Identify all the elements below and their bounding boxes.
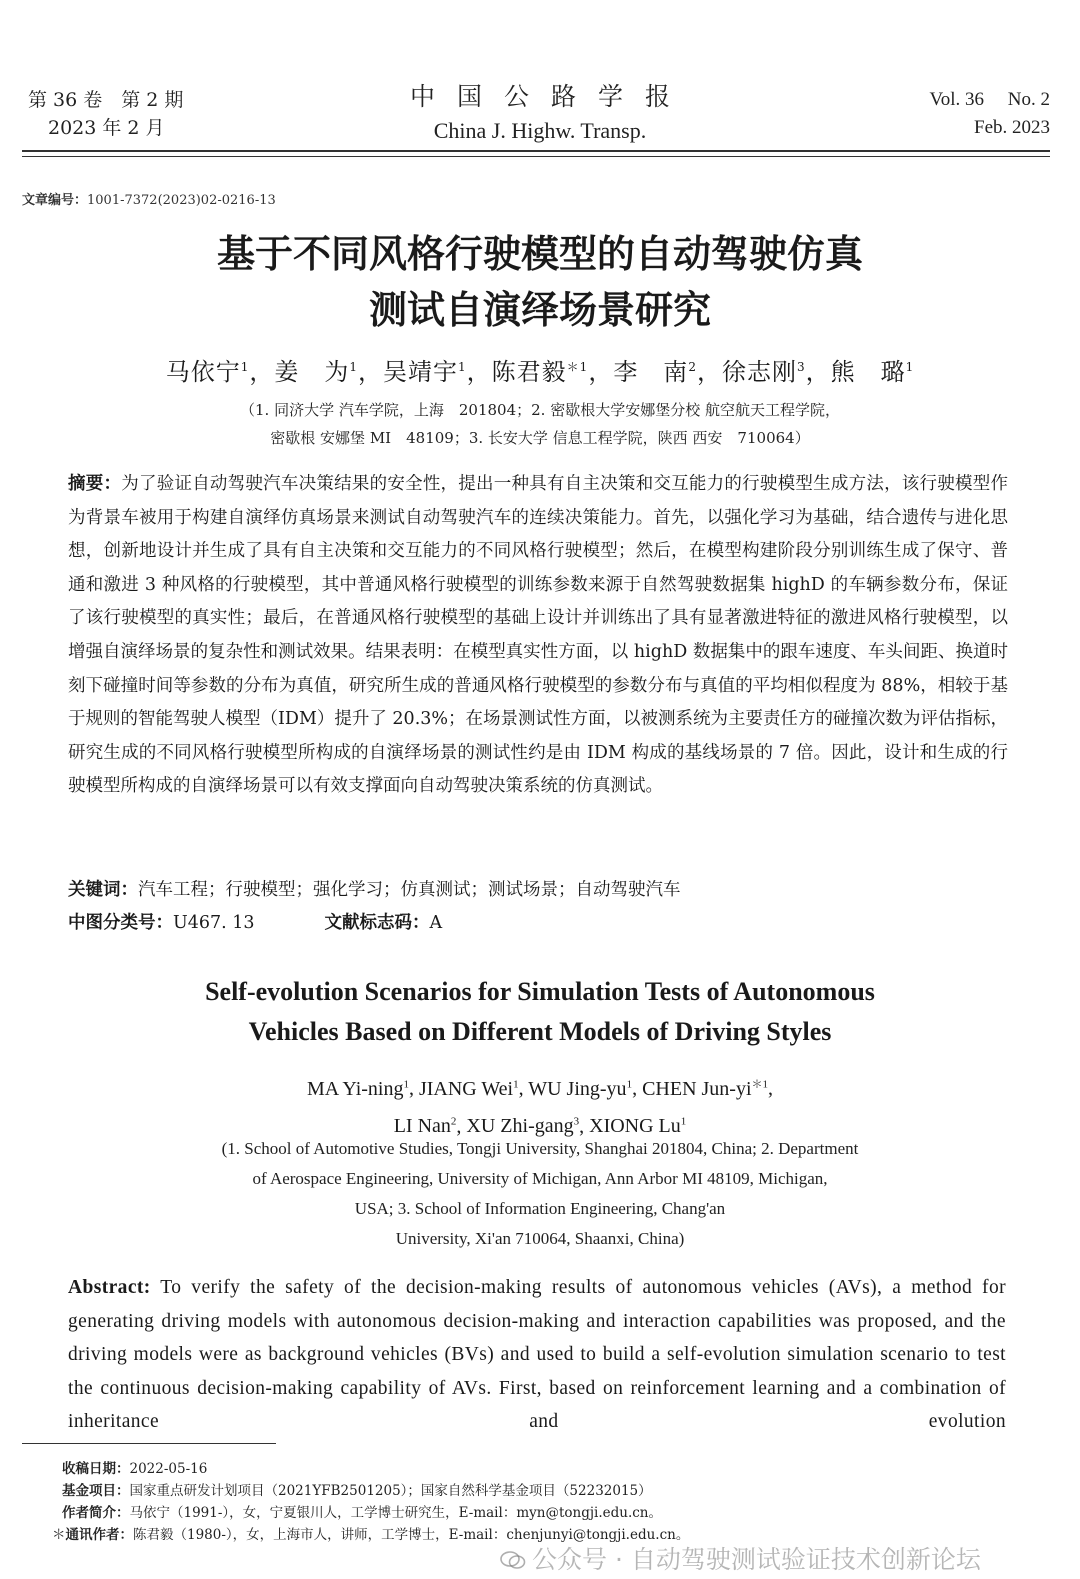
watermark-text: 公众号 · 自动驾驶测试验证技术创新论坛 — [532, 1545, 981, 1574]
doc-code-value: A — [429, 913, 443, 933]
abstract-cn-text: 为了验证自动驾驶汽车决策结果的安全性，提出一种具有自主决策和交互能力的行驶模型生成方法，该行驶模型作为背景车被用于构建自演绎仿真场景来测试自动驾驶汽车的连续决策能力。首先，以强化学习为基础，结合遗传与进化思想，创新地设计并生成了具有自主决策和交互能力的不同风格行驶模型；然后，在模型构建阶段分别训练生成了保守、普通和激进 3 种风格的行驶模型，其中普通风格行驶模型的训练参数来源于自然驾驶数据集 highD 的车辆参数分布，保证了该行驶模型的真实性；最后，在普通风格行驶模型的基础上设计并训练出了具有显著激进特征的激进风格行驶模型，以增强自演绎场景的复杂性和测试效果。结果表明：在模型真实性方面，以 highD 数据集中的跟车速度、车头间距、换道时刻下碰撞时间等参数的分布为真值，研究所生成的普通风格行驶模型的参数分布与真值的平均相似程度为 88%，相较于基于规则的智能驾驶人模型（IDM）提升了 20.3%；在场景测试性方面，以被测系统为主要责任方的碰撞次数为评估指标，研究生成的不同风格行驶模型所构成的自演绎场景的测试性约是由 IDM 构成的基线场景的 7 倍。因此，设计和生成的行驶模型所构成的自演绎场景可以有效支撑面向自动驾驶决策系统的仿真测试。 — [68, 474, 1009, 797]
author-cn: 吴靖宇$^1$ — [383, 358, 467, 386]
doc-code-label: 文献标志码： — [324, 913, 430, 933]
date-en: Feb. 2023 — [974, 117, 1050, 138]
author-cn: 姜 为$^1$ — [274, 358, 359, 386]
article-number — [22, 189, 276, 208]
title-en-line-2: Vehicles Based on Different Models of Driving Styles — [248, 1017, 832, 1046]
author-en: XU Zhi-gang$^3$ — [466, 1115, 580, 1138]
author-cn: 陈君毅$^{*1}$ — [491, 358, 589, 386]
authors-en-line-2: LI Nan$^2$, XU Zhi-gang$^3$, XIONG Lu$^1$ — [393, 1115, 687, 1138]
clc-value: U467. 13 — [173, 913, 255, 933]
footnote-funding: 基金项目：国家重点研发计划项目（2021YFB2501205）；国家自然科学基金项目（52232015） — [62, 1483, 652, 1499]
author-cn: 李 南$^2$ — [613, 358, 697, 386]
date-cn: 2023 年 2 月 — [48, 117, 165, 139]
keywords-label: 关键词： — [68, 880, 138, 900]
footnotes — [52, 1458, 690, 1546]
abstract-en — [68, 1271, 1006, 1439]
affiliation-cn-line: （1. 同济大学 汽车学院，上海 201804；2. 密歇根大学安娜堡分校 航空航天工程学院， — [240, 401, 840, 419]
affiliation-en — [0, 1134, 1080, 1254]
abstract-cn-label: 摘要： — [68, 474, 122, 494]
journal-title-cn: 中国公路学报 — [409, 82, 692, 111]
abstract-en-text: To verify the safety of the decision-making results of autonomous vehicles (AVs), a method for generating driving models with autonomous decision-making and interaction capabilities was proposed, and the driving models were as background vehicles (BVs) and used to build a self-evolution simulation scenario to test the continuous decision-making capability of AVs. First, based on reinforcement learning and a combination of inheritance and evolution — [68, 1277, 1006, 1432]
abstract-cn — [68, 468, 1008, 804]
keywords-text: 汽车工程；行驶模型；强化学习；仿真测试；测试场景；自动驾驶汽车 — [138, 880, 681, 900]
keywords — [68, 874, 1008, 908]
affiliation-en-line: of Aerospace Engineering, University of Michigan, Ann Arbor MI 48109, Michigan, — [252, 1169, 828, 1188]
title-cn-line-2: 测试自演绎场景研究 — [368, 288, 711, 332]
footnote-received: 收稿日期：2022-05-16 — [62, 1461, 208, 1477]
classification — [68, 907, 1008, 941]
volume-issue-cn: 第 36 卷 第 2 期 — [28, 89, 184, 111]
author-en: MA Yi-ning$^1$ — [306, 1077, 409, 1100]
authors-cn: 马依宁$^1$，姜 为$^1$，吴靖宇$^1$，陈君毅$^{*1}$，李 南$^2$，徐志刚$^3$，熊 璐$^1$ — [165, 358, 915, 386]
journal-issue-en — [929, 86, 1050, 142]
affiliation-cn-line: 密歇根 安娜堡 MI 48109；3. 长安大学 信息工程学院，陕西 西安 710064） — [270, 429, 810, 447]
author-en: JIANG Wei$^1$ — [418, 1077, 519, 1100]
article-number-value: 1001-7372(2023)02-0216-13 — [87, 193, 276, 208]
affiliation-en-line: (1. School of Automotive Studies, Tongji University, Shanghai 201804, China; 2. Department — [221, 1139, 859, 1158]
footnote-corresponding: ＊通讯作者：陈君毅（1980-），女，上海市人，讲师，工学博士，E-mail：chenjunyi@tongji.edu.cn。 — [52, 1527, 690, 1543]
author-cn: 马依宁$^1$ — [165, 358, 250, 386]
journal-title — [340, 80, 740, 148]
footnote-rule — [22, 1443, 276, 1444]
clc-label: 中图分类号： — [68, 913, 173, 933]
footnote-author-bio: 作者简介：马依宁（1991-），女，宁夏银川人，工学博士研究生，E-mail：myn@tongji.edu.cn。 — [62, 1505, 662, 1521]
authors-en-line-1: MA Yi-ning$^1$, JIANG Wei$^1$, WU Jing-$yu^1$, CHEN Jun-$yi^{*1}$, — [306, 1077, 774, 1100]
author-cn: 徐志刚$^3$ — [721, 358, 806, 386]
header-rule-thick — [22, 150, 1050, 152]
wechat-icon — [500, 1550, 526, 1570]
author-en: XIONG Lu$^1$ — [589, 1115, 687, 1138]
abstract-en-label: Abstract: — [68, 1277, 151, 1298]
watermark — [500, 1540, 981, 1576]
author-en: WU Jing-$yu^1$ — [528, 1077, 633, 1100]
title-en — [0, 972, 1080, 1052]
journal-title-en: China J. Highw. Transp. — [433, 118, 647, 143]
affiliation-en-line: USA; 3. School of Information Engineering, Chang'an — [354, 1199, 726, 1218]
title-cn — [0, 226, 1080, 338]
header-rule-thin — [22, 156, 1050, 157]
volume-issue-en: Vol. 36 No. 2 — [929, 89, 1050, 110]
journal-issue-cn — [28, 86, 183, 142]
title-cn-line-1: 基于不同风格行驶模型的自动驾驶仿真 — [216, 232, 863, 276]
author-en: CHEN Jun-$yi^{*1}$ — [642, 1077, 769, 1100]
author-cn: 熊 璐$^1$ — [830, 358, 915, 386]
article-number-label: 文章编号： — [22, 193, 88, 208]
author-en: LI Nan$^2$ — [393, 1115, 457, 1138]
affiliation-cn — [0, 396, 1080, 452]
affiliation-en-line: University, Xi'an 710064, Shaanxi, China) — [395, 1229, 685, 1248]
authors-en — [0, 1068, 1080, 1143]
title-en-line-1: Self-evolution Scenarios for Simulation Tests of Autonomous — [205, 977, 875, 1006]
